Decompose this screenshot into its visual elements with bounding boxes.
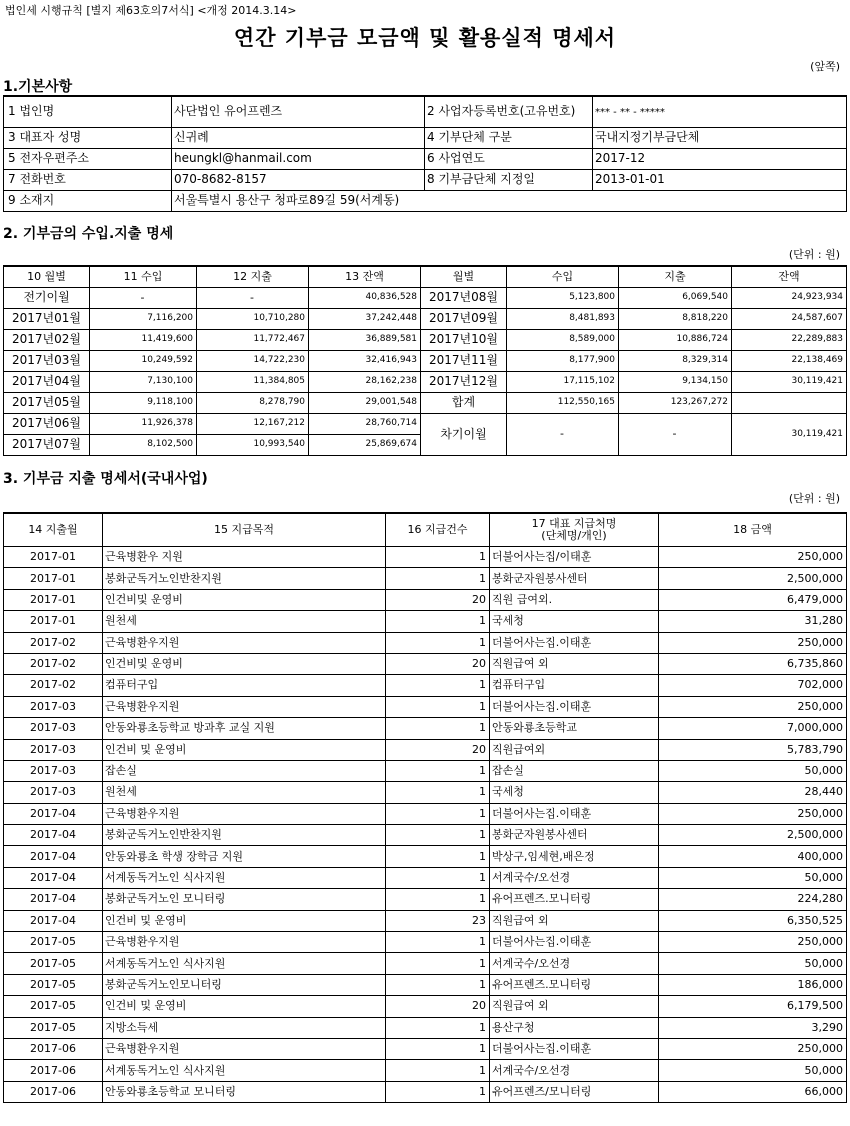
expense-recipient: 서계국수/오선경	[490, 953, 659, 974]
expense-purpose: 근육병환우지원	[103, 1038, 386, 1059]
expense-month: 2017-06	[4, 1060, 103, 1081]
expense-recipient: 유어프렌즈.모니터링	[490, 889, 659, 910]
expense-recipient: 직원급여외	[490, 739, 659, 760]
expense-recipient: 더불어사는집.이태훈	[490, 932, 659, 953]
expense-recipient: 직원급여 외	[490, 653, 659, 674]
income-value: 11,926,378	[90, 414, 197, 435]
income-value: 32,416,943	[309, 351, 421, 372]
expense-amount: 250,000	[659, 632, 847, 653]
expense-row	[4, 675, 847, 696]
expense-amount: 2,500,000	[659, 825, 847, 846]
income-value: 17,115,102	[507, 372, 619, 393]
expense-count: 1	[386, 547, 490, 568]
expense-row	[4, 846, 847, 867]
expense-count: 1	[386, 1081, 490, 1102]
expense-month: 2017-01	[4, 589, 103, 610]
expense-month: 2017-05	[4, 932, 103, 953]
expense-row	[4, 803, 847, 824]
expense-amount: 50,000	[659, 953, 847, 974]
expense-month: 2017-03	[4, 718, 103, 739]
income-value: 22,289,883	[732, 330, 847, 351]
expense-count: 1	[386, 782, 490, 803]
phone-label: 7 전화번호	[4, 170, 172, 191]
expense-purpose: 인건비 및 운영비	[103, 910, 386, 931]
expense-count: 1	[386, 675, 490, 696]
expense-amount: 66,000	[659, 1081, 847, 1102]
income-value: 8,818,220	[619, 309, 732, 330]
expense-header-cell: 15 지급목적	[103, 513, 386, 547]
carry-forward-value: 30,119,421	[732, 414, 847, 456]
income-value	[732, 393, 847, 414]
income-month: 2017년06월	[4, 414, 90, 435]
expense-recipient: 더불어사는집/이태훈	[490, 547, 659, 568]
address-value: 서울특별시 용산구 청파로89길 59(서계동)	[172, 191, 847, 212]
income-month: 2017년02월	[4, 330, 90, 351]
page-title: 연간 기부금 모금액 및 활용실적 명세서	[233, 26, 617, 50]
expense-recipient: 유어프렌즈/모니터링	[490, 1081, 659, 1102]
rep-name: 신귀례	[172, 128, 425, 149]
income-row	[4, 414, 847, 435]
income-value: 40,836,528	[309, 288, 421, 309]
expense-header-cell: 17 대표 지급처명 (단체명/개인)	[490, 513, 659, 547]
expense-amount: 50,000	[659, 1060, 847, 1081]
income-value: 8,278,790	[197, 393, 309, 414]
expense-amount: 5,783,790	[659, 739, 847, 760]
expense-month: 2017-05	[4, 996, 103, 1017]
income-header-cell: 10 월별	[4, 266, 90, 288]
expense-recipient: 잡손실	[490, 760, 659, 781]
expense-count: 1	[386, 568, 490, 589]
income-unit: (단위 : 원)	[788, 248, 840, 261]
expense-count: 1	[386, 632, 490, 653]
expense-amount: 702,000	[659, 675, 847, 696]
address-label: 9 소재지	[4, 191, 172, 212]
expense-amount: 250,000	[659, 932, 847, 953]
expense-purpose: 서계동독거노인 식사지원	[103, 953, 386, 974]
expense-purpose: 봉화군독거노인모니터링	[103, 974, 386, 995]
expense-purpose: 원천세	[103, 782, 386, 803]
expense-table	[3, 512, 847, 1103]
expense-amount: 400,000	[659, 846, 847, 867]
expense-amount: 250,000	[659, 803, 847, 824]
expense-purpose: 지방소득세	[103, 1017, 386, 1038]
expense-recipient: 더불어사는집.이태훈	[490, 803, 659, 824]
expense-row	[4, 782, 847, 803]
expense-header-row	[4, 513, 847, 547]
expense-month: 2017-05	[4, 1017, 103, 1038]
income-month: 2017년12월	[421, 372, 507, 393]
expense-row	[4, 739, 847, 760]
expense-month: 2017-03	[4, 782, 103, 803]
expense-month: 2017-02	[4, 632, 103, 653]
expense-purpose: 안동와룡초등학교 방과후 교실 지원	[103, 718, 386, 739]
section-basic-title: 1.기본사항	[3, 79, 73, 95]
expense-row	[4, 910, 847, 931]
income-header-cell: 잔액	[732, 266, 847, 288]
income-value: -	[90, 288, 197, 309]
expense-row	[4, 932, 847, 953]
expense-recipient: 박상구,임세현,배은정	[490, 846, 659, 867]
expense-row	[4, 867, 847, 888]
expense-recipient: 봉화군자원봉사센터	[490, 825, 659, 846]
expense-count: 1	[386, 867, 490, 888]
income-value: 7,130,100	[90, 372, 197, 393]
expense-month: 2017-04	[4, 889, 103, 910]
expense-row	[4, 653, 847, 674]
income-row	[4, 309, 847, 330]
expense-row	[4, 718, 847, 739]
income-row	[4, 372, 847, 393]
income-header-row	[4, 266, 847, 288]
expense-row	[4, 953, 847, 974]
income-header-cell: 13 잔액	[309, 266, 421, 288]
income-value: 8,177,900	[507, 351, 619, 372]
expense-recipient: 직원 급여외.	[490, 589, 659, 610]
expense-month: 2017-01	[4, 568, 103, 589]
income-value: 24,923,934	[732, 288, 847, 309]
carry-forward-value: -	[507, 414, 619, 456]
expense-month: 2017-04	[4, 803, 103, 824]
expense-amount: 3,290	[659, 1017, 847, 1038]
income-value: 36,889,581	[309, 330, 421, 351]
expense-count: 1	[386, 718, 490, 739]
expense-month: 2017-01	[4, 547, 103, 568]
designated-date: 2013-01-01	[593, 170, 847, 191]
expense-recipient: 더불어사는집.이태훈	[490, 1038, 659, 1059]
income-month: 2017년07월	[4, 435, 90, 456]
expense-count: 1	[386, 953, 490, 974]
expense-count: 1	[386, 932, 490, 953]
org-type: 국내지정기부금단체	[593, 128, 847, 149]
income-month: 2017년09월	[421, 309, 507, 330]
fiscal-year-label: 6 사업연도	[425, 149, 593, 170]
income-month: 2017년05월	[4, 393, 90, 414]
expense-purpose: 서계동독거노인 식사지원	[103, 1060, 386, 1081]
expense-amount: 31,280	[659, 611, 847, 632]
expense-purpose: 안동와룡초 학생 장학금 지원	[103, 846, 386, 867]
expense-purpose: 근육병환우지원	[103, 932, 386, 953]
income-value: 9,118,100	[90, 393, 197, 414]
expense-count: 1	[386, 1060, 490, 1081]
expense-header-cell: 14 지출월	[4, 513, 103, 547]
expense-count: 20	[386, 653, 490, 674]
regulation-label: 법인세 시행규칙 [별지 제63호의7서식] <개정 2014.3.14>	[5, 4, 297, 17]
income-header-cell: 11 수입	[90, 266, 197, 288]
expense-purpose: 원천세	[103, 611, 386, 632]
expense-row	[4, 1017, 847, 1038]
expense-count: 23	[386, 910, 490, 931]
income-value: 22,138,469	[732, 351, 847, 372]
expense-month: 2017-03	[4, 696, 103, 717]
expense-month: 2017-04	[4, 846, 103, 867]
expense-purpose: 안동와룡초등학교 모니터링	[103, 1081, 386, 1102]
expense-month: 2017-05	[4, 974, 103, 995]
income-expense-table	[3, 265, 847, 456]
expense-purpose: 근육병환우 지원	[103, 547, 386, 568]
section-income-title: 2. 기부금의 수입.지출 명세	[3, 226, 174, 242]
expense-amount: 28,440	[659, 782, 847, 803]
carry-forward-value: -	[619, 414, 732, 456]
expense-count: 20	[386, 996, 490, 1017]
expense-row	[4, 1081, 847, 1102]
expense-unit: (단위 : 원)	[788, 492, 840, 505]
expense-month: 2017-06	[4, 1081, 103, 1102]
expense-month: 2017-05	[4, 953, 103, 974]
income-value: 11,384,805	[197, 372, 309, 393]
expense-month: 2017-04	[4, 867, 103, 888]
expense-month: 2017-03	[4, 760, 103, 781]
rep-label: 3 대표자 성명	[4, 128, 172, 149]
basic-info-table	[3, 95, 847, 212]
expense-purpose: 근육병환우지원	[103, 632, 386, 653]
income-value: 37,242,448	[309, 309, 421, 330]
expense-row	[4, 974, 847, 995]
income-value: 11,419,600	[90, 330, 197, 351]
expense-count: 1	[386, 825, 490, 846]
income-row	[4, 330, 847, 351]
expense-count: 1	[386, 1038, 490, 1059]
expense-month: 2017-04	[4, 825, 103, 846]
expense-recipient: 더불어사는집.이태훈	[490, 632, 659, 653]
expense-amount: 224,280	[659, 889, 847, 910]
expense-count: 1	[386, 611, 490, 632]
expense-count: 1	[386, 846, 490, 867]
designated-date-label: 8 기부금단체 지정일	[425, 170, 593, 191]
expense-recipient: 컴퓨터구입	[490, 675, 659, 696]
expense-row	[4, 996, 847, 1017]
section-expense-title: 3. 기부금 지출 명세서(국내사업)	[3, 471, 208, 487]
income-month: 2017년10월	[421, 330, 507, 351]
expense-recipient: 용산구청	[490, 1017, 659, 1038]
expense-row	[4, 1060, 847, 1081]
expense-header-cell: 16 지급건수	[386, 513, 490, 547]
expense-count: 1	[386, 1017, 490, 1038]
income-value: 28,162,238	[309, 372, 421, 393]
income-month: 2017년08월	[421, 288, 507, 309]
expense-recipient: 안동와룡초등학교	[490, 718, 659, 739]
income-value: 10,886,724	[619, 330, 732, 351]
expense-amount: 2,500,000	[659, 568, 847, 589]
income-row	[4, 351, 847, 372]
income-value: 11,772,467	[197, 330, 309, 351]
expense-recipient: 서계국수/오선경	[490, 1060, 659, 1081]
email-value: heungkl@hanmail.com	[172, 149, 425, 170]
expense-month: 2017-04	[4, 910, 103, 931]
income-value: 112,550,165	[507, 393, 619, 414]
expense-purpose: 봉화군독거노인반찬지원	[103, 568, 386, 589]
corp-name: 사단법인 유어프렌즈	[172, 96, 425, 128]
page-mark: (앞쪽)	[810, 60, 840, 73]
fiscal-year: 2017-12	[593, 149, 847, 170]
expense-row	[4, 632, 847, 653]
expense-month: 2017-06	[4, 1038, 103, 1059]
income-month: 2017년04월	[4, 372, 90, 393]
expense-row	[4, 611, 847, 632]
expense-recipient: 더불어사는집.이태훈	[490, 696, 659, 717]
email-label: 5 전자우편주소	[4, 149, 172, 170]
expense-amount: 250,000	[659, 1038, 847, 1059]
income-value: 10,710,280	[197, 309, 309, 330]
expense-amount: 6,350,525	[659, 910, 847, 931]
income-value: 8,102,500	[90, 435, 197, 456]
income-header-cell: 12 지출	[197, 266, 309, 288]
expense-purpose: 근육병환우지원	[103, 803, 386, 824]
expense-amount: 50,000	[659, 867, 847, 888]
expense-amount: 6,735,860	[659, 653, 847, 674]
expense-month: 2017-01	[4, 611, 103, 632]
income-value: 12,167,212	[197, 414, 309, 435]
income-month: 2017년03월	[4, 351, 90, 372]
expense-purpose: 인건비및 운영비	[103, 653, 386, 674]
income-value: 14,722,230	[197, 351, 309, 372]
expense-row	[4, 889, 847, 910]
expense-amount: 6,179,500	[659, 996, 847, 1017]
expense-purpose: 인건비및 운영비	[103, 589, 386, 610]
expense-row	[4, 568, 847, 589]
income-row	[4, 288, 847, 309]
income-value: 8,481,893	[507, 309, 619, 330]
income-value: 5,123,800	[507, 288, 619, 309]
income-header-cell: 월별	[421, 266, 507, 288]
phone-value: 070-8682-8157	[172, 170, 425, 191]
expense-row	[4, 1038, 847, 1059]
expense-recipient: 국세청	[490, 611, 659, 632]
income-value: 10,993,540	[197, 435, 309, 456]
expense-recipient: 직원급여 외	[490, 996, 659, 1017]
expense-month: 2017-02	[4, 675, 103, 696]
income-value: 123,267,272	[619, 393, 732, 414]
income-value: 30,119,421	[732, 372, 847, 393]
expense-amount: 6,479,000	[659, 589, 847, 610]
income-month: 전기이월	[4, 288, 90, 309]
income-value: 29,001,548	[309, 393, 421, 414]
expense-count: 1	[386, 974, 490, 995]
carry-forward-label: 차기이월	[421, 414, 507, 456]
income-month: 2017년11월	[421, 351, 507, 372]
income-month: 합계	[421, 393, 507, 414]
expense-purpose: 서계동독거노인 식사지원	[103, 867, 386, 888]
income-value: 8,589,000	[507, 330, 619, 351]
income-value: 7,116,200	[90, 309, 197, 330]
expense-amount: 50,000	[659, 760, 847, 781]
income-value: -	[197, 288, 309, 309]
expense-purpose: 컴퓨터구입	[103, 675, 386, 696]
expense-count: 20	[386, 739, 490, 760]
expense-row	[4, 589, 847, 610]
income-value: 25,869,674	[309, 435, 421, 456]
income-value: 10,249,592	[90, 351, 197, 372]
expense-purpose: 봉화군독거노인 모니터링	[103, 889, 386, 910]
income-value: 24,587,607	[732, 309, 847, 330]
income-header-cell: 수입	[507, 266, 619, 288]
income-header-cell: 지출	[619, 266, 732, 288]
expense-recipient: 국세청	[490, 782, 659, 803]
income-value: 9,134,150	[619, 372, 732, 393]
expense-count: 1	[386, 696, 490, 717]
expense-amount: 250,000	[659, 696, 847, 717]
expense-row	[4, 547, 847, 568]
expense-month: 2017-02	[4, 653, 103, 674]
expense-row	[4, 696, 847, 717]
expense-amount: 250,000	[659, 547, 847, 568]
expense-recipient: 서계국수/오선경	[490, 867, 659, 888]
income-row	[4, 393, 847, 414]
reg-no-label: 2 사업자등록번호(고유번호)	[425, 96, 593, 128]
expense-count: 1	[386, 760, 490, 781]
expense-row	[4, 760, 847, 781]
income-value: 6,069,540	[619, 288, 732, 309]
expense-recipient: 봉화군자원봉사센터	[490, 568, 659, 589]
expense-header-cell: 18 금액	[659, 513, 847, 547]
expense-count: 1	[386, 889, 490, 910]
expense-row	[4, 825, 847, 846]
reg-no: *** - ** - *****	[593, 96, 847, 128]
income-value: 28,760,714	[309, 414, 421, 435]
income-value: 8,329,314	[619, 351, 732, 372]
expense-count: 20	[386, 589, 490, 610]
expense-purpose: 인건비 및 운영비	[103, 996, 386, 1017]
expense-purpose: 인건비 및 운영비	[103, 739, 386, 760]
expense-month: 2017-03	[4, 739, 103, 760]
expense-purpose: 봉화군독거노인반찬지원	[103, 825, 386, 846]
corp-name-label: 1 법인명	[4, 96, 172, 128]
expense-amount: 186,000	[659, 974, 847, 995]
org-type-label: 4 기부단체 구분	[425, 128, 593, 149]
expense-count: 1	[386, 803, 490, 824]
income-month: 2017년01월	[4, 309, 90, 330]
expense-purpose: 근육병환우지원	[103, 696, 386, 717]
expense-recipient: 유어프렌즈.모니터링	[490, 974, 659, 995]
expense-recipient: 직원급여 외	[490, 910, 659, 931]
expense-purpose: 잡손실	[103, 760, 386, 781]
expense-amount: 7,000,000	[659, 718, 847, 739]
